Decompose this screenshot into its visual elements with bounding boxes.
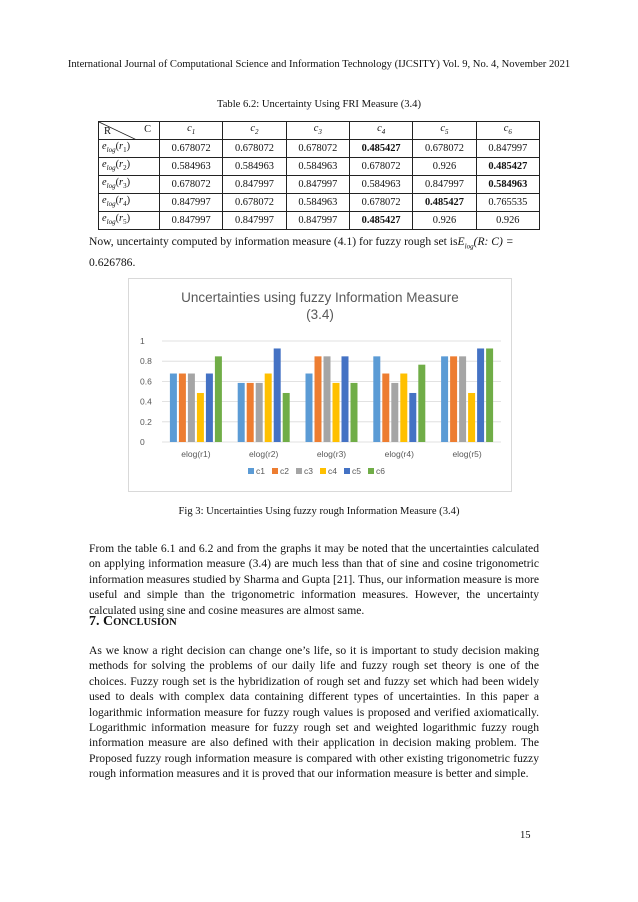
column-header-base: c (187, 123, 192, 134)
table-cell: 0.678072 (413, 140, 476, 158)
paren: ) (126, 213, 131, 225)
bar-c1 (238, 383, 245, 442)
bar-c5 (342, 356, 349, 442)
x-tick-label: elog(r4) (384, 449, 414, 459)
row-label-argsub: 2 (123, 164, 127, 173)
table-cell: 0.847997 (286, 176, 349, 194)
bar-c6 (418, 365, 425, 442)
bar-c3 (324, 356, 331, 442)
bar-c1 (441, 356, 448, 442)
row-label-label: e (102, 177, 107, 189)
paragraph-conclusion: As we know a right decision can change one’s life, so it is important to study decision making methods for solving the problems of our daily life and fuzzy rough set theory is one of the choices. Fuzzy rough set is the hybridization of rough set and fuzzy set which had been widely used to deals with complex data containing different types of uncertainties. In this paper a logarithmic information measure for fuzzy rough values is proposed and verified axiomatically. Logarithmic information measure for fuzzy rough set and weighted logarithmic fuzzy rough information measure are also defined with their application in decision making problem. The Proposed fuzzy rough information measure is compared with other existing trigonometric fuzzy rough information measures and it is proved that our information measure is better and simple. (89, 644, 539, 781)
column-header-sub: 1 (191, 128, 196, 137)
column-header-sub: 6 (508, 128, 512, 137)
table-cell: 0.485427 (413, 194, 476, 212)
bar-c3 (459, 356, 466, 442)
fri-measure-table (98, 121, 540, 230)
chart-container (128, 278, 512, 492)
row-label-arg: r (119, 177, 124, 189)
row-label-argsub: 5 (123, 218, 127, 227)
bar-c5 (409, 393, 416, 442)
bar-c3 (188, 374, 195, 442)
table-cell: 0.485427 (349, 140, 412, 158)
column-header (476, 122, 539, 140)
table-cell: 0.485427 (349, 212, 412, 230)
bar-c3 (391, 383, 398, 442)
bar-c2 (382, 374, 389, 442)
row-label-sub: log (106, 164, 116, 173)
column-header-base: c (250, 123, 256, 134)
column-header-base: c (313, 123, 319, 134)
row-label-sub: log (106, 182, 116, 191)
table-cell: 0.678072 (223, 194, 286, 212)
result-value: 0.626786. (89, 255, 136, 269)
bar-c6 (215, 356, 222, 442)
table-corner-cell (99, 122, 160, 140)
bar-c5 (477, 348, 484, 442)
y-tick-label: 0.8 (140, 356, 152, 367)
table-cell: 0.584963 (286, 194, 349, 212)
y-tick-label: 0.6 (140, 376, 152, 387)
column-header (286, 122, 349, 140)
paren: ( (115, 213, 120, 225)
row-label-argsub: 4 (123, 200, 127, 209)
table-cell: 0.584963 (286, 158, 349, 176)
x-tick-label: elog(r2) (249, 449, 279, 459)
legend-label-c5: c5 (352, 466, 361, 476)
legend-label-c6: c6 (376, 466, 385, 476)
table-cell: 0.847997 (286, 212, 349, 230)
paren: ( (115, 195, 120, 207)
bar-c4 (468, 393, 475, 442)
legend-swatch-c1 (248, 468, 254, 474)
row-label-arg: r (119, 213, 124, 225)
column-header-base: c (377, 123, 382, 134)
bar-c4 (400, 374, 407, 442)
legend-swatch-c2 (272, 468, 278, 474)
table-cell: 0.584963 (160, 158, 223, 176)
legend-label-c1: c1 (256, 466, 265, 476)
row-label (99, 140, 160, 158)
bar-c6 (486, 348, 493, 442)
row-label-sub: log (106, 200, 116, 209)
math-args: (R: C) = (473, 235, 514, 248)
row-label-sub: log (106, 146, 116, 155)
paragraph-comparison: From the table 6.1 and 6.2 and from the graphs it may be noted that the uncertainties calculated on applying information measure (3.4) are much less than that of sine and cosine trigonometric information measures studied by Sharma and Gupta [21]. Thus, our information measure is more useful and simple than the trigonometric information measures. However, the uncertainty calculated using sine and cosine measures are almost same. (89, 542, 539, 617)
row-label (99, 194, 160, 212)
table-cell: 0.678072 (160, 140, 223, 158)
row-label-label: e (102, 141, 107, 153)
corner-row-label: R (104, 126, 111, 138)
paren: ) (126, 141, 131, 153)
row-label-sub: log (106, 218, 116, 227)
bar-c2 (315, 356, 322, 442)
table-cell: 0.926 (413, 158, 476, 176)
legend-label-c2: c2 (280, 466, 289, 476)
paragraph1-text: Now, uncertainty computed by information measure (4.1) for fuzzy rough set is (89, 235, 458, 248)
row-label-argsub: 1 (123, 146, 127, 155)
x-tick-label: elog(r1) (181, 449, 211, 459)
table-cell: 0.584963 (223, 158, 286, 176)
table-caption: Table 6.2: Uncertainty Using FRI Measure (3.4) (216, 99, 422, 110)
bar-c2 (179, 374, 186, 442)
table-cell: 0.847997 (160, 194, 223, 212)
page-number: 15 (520, 830, 531, 841)
table-cell: 0.847997 (160, 212, 223, 230)
corner-col-label: C (144, 124, 151, 135)
section-heading (89, 614, 177, 630)
paragraph-uncertainty-result (89, 234, 539, 270)
bar-c5 (206, 374, 213, 442)
table-row (99, 140, 540, 158)
legend-label-c3: c3 (304, 466, 313, 476)
row-label-argsub: 3 (123, 182, 127, 191)
row-label (99, 212, 160, 230)
column-header-sub: 5 (445, 128, 449, 137)
table-row (99, 194, 540, 212)
paren: ( (115, 159, 120, 171)
bar-c4 (197, 393, 204, 442)
column-header-base: c (503, 123, 509, 134)
table-cell: 0.847997 (476, 140, 539, 158)
table-cell: 0.678072 (349, 158, 412, 176)
column-header-sub: 4 (381, 128, 386, 137)
paren: ) (126, 195, 131, 207)
x-tick-label: elog(r3) (316, 449, 347, 459)
table-cell: 0.847997 (223, 212, 286, 230)
bar-c1 (373, 356, 380, 442)
row-label-label: e (102, 159, 107, 171)
chart-title-line2: (3.4) (306, 307, 334, 322)
column-header-base: c (440, 123, 446, 134)
column-header (349, 122, 412, 140)
row-label (99, 158, 160, 176)
legend-swatch-c4 (320, 468, 326, 474)
section-first-letter: C (103, 614, 114, 629)
bar-c5 (274, 348, 281, 442)
row-label (99, 176, 160, 194)
table-cell: 0.485427 (476, 158, 539, 176)
y-tick-label: 0.2 (140, 416, 152, 427)
row-label-arg: r (119, 141, 124, 153)
section-number: 7. (89, 614, 100, 629)
x-tick-label: elog(r5) (452, 449, 482, 459)
bar-c1 (170, 374, 177, 442)
paren: ( (115, 177, 120, 189)
legend-swatch-c3 (296, 468, 302, 474)
chart-title-line1: Uncertainties using fuzzy Information Measure (181, 290, 459, 305)
column-header-sub: 3 (318, 128, 322, 137)
section-rest: ONCLUSION (113, 617, 177, 628)
table-cell: 0.678072 (349, 194, 412, 212)
column-header (223, 122, 286, 140)
column-header-sub: 2 (255, 128, 259, 137)
table-cell: 0.765535 (476, 194, 539, 212)
bar-c4 (265, 374, 272, 442)
math-symbol: E (457, 235, 465, 248)
column-header (160, 122, 223, 140)
bar-c3 (256, 383, 263, 442)
table-cell: 0.678072 (286, 140, 349, 158)
bar-c2 (247, 383, 254, 442)
paren: ) (126, 159, 131, 171)
y-tick-label: 0.4 (140, 396, 152, 407)
y-tick-label: 1 (140, 336, 145, 346)
legend-swatch-c5 (344, 468, 350, 474)
y-tick-label: 0 (140, 437, 145, 447)
paren: ) (126, 177, 131, 189)
table-cell: 0.847997 (413, 176, 476, 194)
table-cell: 0.926 (476, 212, 539, 230)
math-sub: log (464, 242, 474, 251)
table-row (99, 158, 540, 176)
bar-chart (129, 279, 511, 491)
column-header (413, 122, 476, 140)
table-cell: 0.926 (413, 212, 476, 230)
paren: ( (115, 141, 120, 153)
legend-swatch-c6 (368, 468, 374, 474)
bar-c4 (333, 383, 340, 442)
running-header: International Journal of Computational Science and Information Technology (IJCSITY) Vol. 9, No. 4, November 2021 (67, 59, 571, 70)
row-label-label: e (102, 213, 107, 225)
table-row (99, 176, 540, 194)
row-label-label: e (102, 195, 107, 207)
bar-c6 (351, 383, 358, 442)
figure-caption: Fig 3: Uncertainties Using fuzzy rough Information Measure (3.4) (178, 506, 460, 517)
table-cell: 0.678072 (223, 140, 286, 158)
bar-c6 (283, 393, 290, 442)
table-cell: 0.584963 (349, 176, 412, 194)
table-cell: 0.678072 (160, 176, 223, 194)
table-header-row (99, 122, 540, 140)
table-cell: 0.847997 (223, 176, 286, 194)
row-label-arg: r (119, 159, 124, 171)
table-row (99, 212, 540, 230)
bar-c1 (306, 374, 313, 442)
bar-c2 (450, 356, 457, 442)
row-label-arg: r (119, 195, 124, 207)
legend-label-c4: c4 (328, 466, 337, 476)
table-cell: 0.584963 (476, 176, 539, 194)
